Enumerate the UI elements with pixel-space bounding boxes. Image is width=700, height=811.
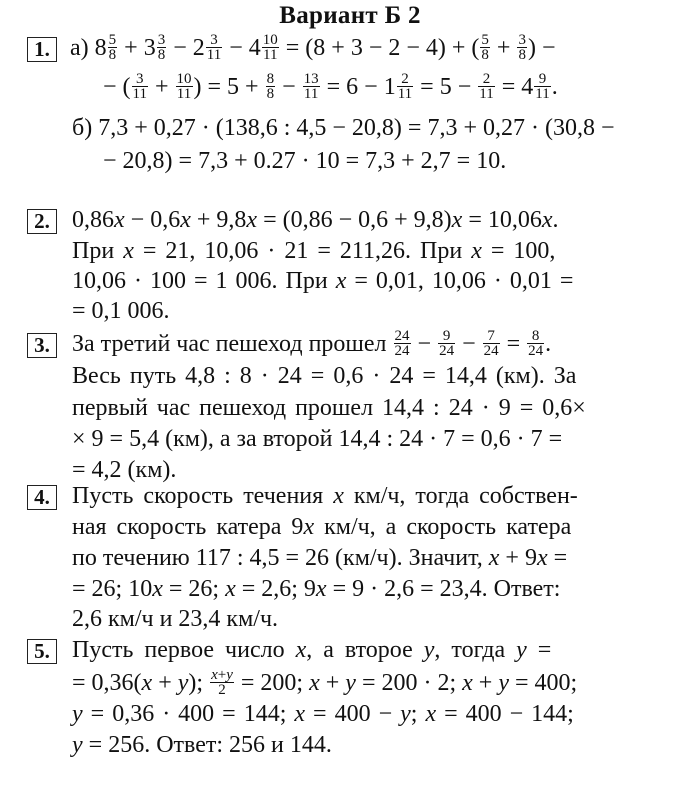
problem-text-line: При x = 21, 10,06 · 21 = 211,26. При x = 100, <box>72 238 556 264</box>
problem-text-line: = 0,36(x + y); $\frac{x+y}{2}$ = 200; x + y = 200 · 2; x + y = 400; <box>72 666 578 698</box>
problem-number-box: 2. <box>27 209 57 234</box>
problem-text-line: = 4,2 (км). <box>72 457 177 483</box>
problem-text-line: = 0,1 006. <box>72 298 170 324</box>
problem-text-line: ная скорость катера 9x км/ч, а скорость катера <box>72 514 572 540</box>
problem-text-line: y = 256. Ответ: 256 и 144. <box>72 732 332 758</box>
problem-text-line: 10,06 · 100 = 1 006. При x = 0,01, 10,06 · 0,01 = <box>72 268 574 294</box>
problem-text-line: За третий час пешеход прошел $\frac{24}{24}$ − $\frac{9}{24}$ − $\frac{7}{24}$ = $\frac{8}{24}$ . <box>72 327 552 359</box>
problem-text-line: 0,86x − 0,6x + 9,8x = (0,86 − 0,6 + 9,8)x = 10,06x. <box>72 207 559 233</box>
problem-1b-line-1: б) 7,3 + 0,27 · (138,6 : 4,5 − 20,8) = 7,3 + 0,27 · (30,8 − <box>72 115 615 141</box>
problem-text-line: по течению 117 : 4,5 = 26 (км/ч). Значит, x + 9x = <box>72 545 568 571</box>
problem-text-line: = 26; 10x = 26; x = 2,6; 9x = 9 · 2,6 = 23,4. Ответ: <box>72 576 561 602</box>
problem-number-box: 1. <box>27 37 57 62</box>
page-title: Вариант Б 2 <box>279 2 421 29</box>
problem-text-line: 2,6 км/ч и 23,4 км/ч. <box>72 606 279 632</box>
problem-text-line: Весь путь 4,8 : 8 · 24 = 0,6 · 24 = 14,4 (км). За <box>72 363 577 389</box>
problem-text-line: Пусть первое число x, а второе y, тогда y = <box>72 637 552 663</box>
problem-text-line: Пусть скорость течения x км/ч, тогда собствен- <box>72 483 578 509</box>
problem-1b-line-2: − 20,8) = 7,3 + 0.27 · 10 = 7,3 + 2,7 = 10. <box>103 148 507 174</box>
problem-text-line: × 9 = 5,4 (км), а за второй 14,4 : 24 · 7 = 0,6 · 7 = <box>72 426 563 452</box>
problem-text-line: первый час пешеход прошел 14,4 : 24 · 9 = 0,6× <box>72 395 586 421</box>
problem-1a-line-2: − ( $\frac{3}{11}$ + $\frac{10}{11}$ ) = 5 + $\frac{8}{8}$ − $\frac{13}{11}$ = 6 − 1 $\frac{2}{11}$ = 5 − $\frac{2}{11}$ = 4 $\frac{9}{11}$ . <box>103 70 558 102</box>
problem-text-line: y = 0,36 · 400 = 144; x = 400 − y; x = 400 − 144; <box>72 701 574 727</box>
problem-number-box: 4. <box>27 485 57 510</box>
problem-number-box: 5. <box>27 639 57 664</box>
problem-number-box: 3. <box>27 333 57 358</box>
part-label: а) <box>70 35 89 61</box>
problem-1a-line-1: а) 8 $\frac{5}{8}$ + 3 $\frac{3}{8}$ − 2 $\frac{3}{11}$ − 4 $\frac{10}{11}$ = (8 + 3 − 2 − 4) + ( $\frac{5}{8}$ + $\frac{3}{8}$ ) − <box>70 31 556 63</box>
part-label: б) <box>72 115 93 141</box>
